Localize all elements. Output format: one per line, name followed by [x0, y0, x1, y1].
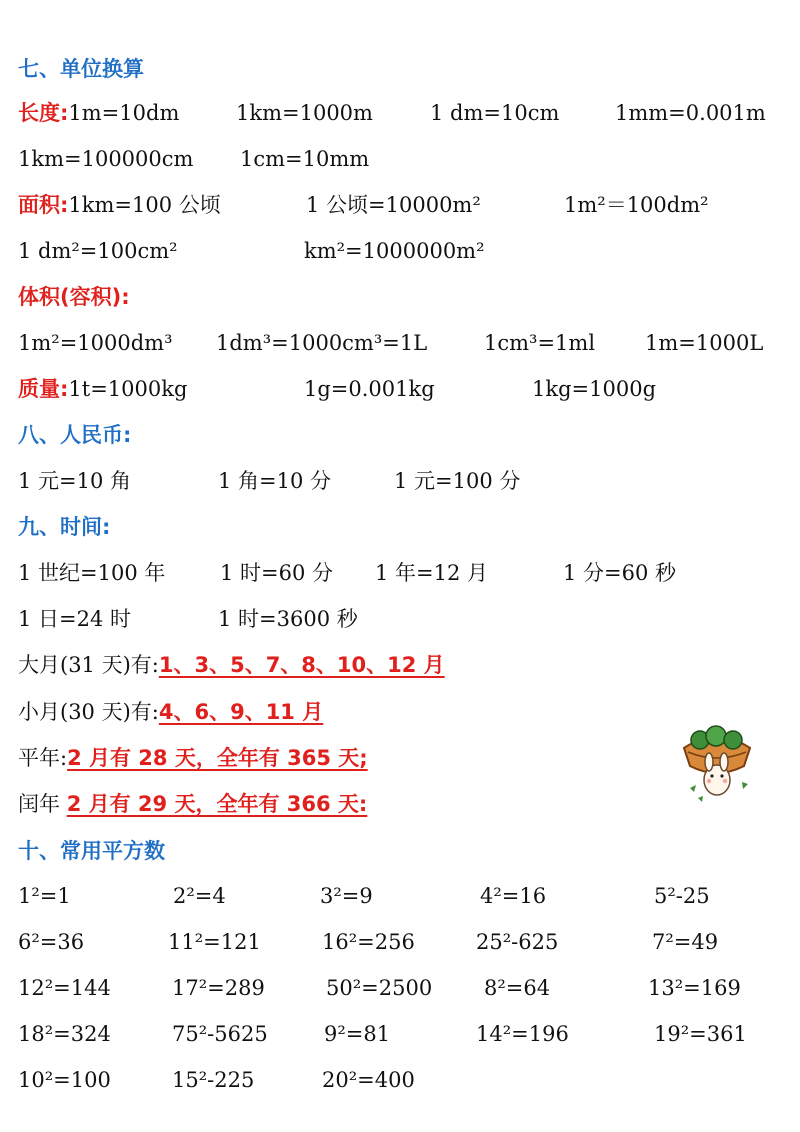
length-label: 长度: [18, 101, 69, 125]
mass-row [18, 374, 187, 404]
square-item: 5²-25 [654, 884, 710, 908]
area-item: 1m²＝100dm² [564, 193, 709, 217]
common-year-value: 2 月有 28 天，全年有 365 天; [67, 746, 368, 770]
square-item: 15²-225 [172, 1068, 255, 1092]
section-title-currency: 八、人民币: [18, 423, 132, 447]
area-row-1 [18, 190, 221, 220]
square-item: 75²-5625 [172, 1022, 268, 1046]
mass-item: 1t=1000kg [68, 377, 188, 401]
square-item: 7²=49 [652, 930, 719, 954]
mass-item: 1g=0.001kg [304, 377, 435, 401]
length-item: 1km=100000cm [18, 147, 194, 171]
small-month-value: 4、6、9、11 月 [158, 700, 324, 724]
area-item: 1km=100 公顷 [68, 193, 221, 217]
small-month-row [18, 697, 323, 727]
currency-item: 1 元=10 角 [18, 469, 132, 493]
area-item: km²=1000000m² [304, 239, 485, 263]
volume-item: 1cm³=1ml [484, 331, 596, 355]
square-item: 6²=36 [18, 930, 85, 954]
length-item: 1m=10dm [68, 101, 180, 125]
square-item: 10²=100 [18, 1068, 111, 1092]
volume-item: 1m=1000L [645, 331, 764, 355]
length-item: 1mm=0.001m [615, 101, 766, 125]
square-item: 4²=16 [480, 884, 547, 908]
square-item: 25²-625 [476, 930, 559, 954]
square-item: 8²=64 [484, 976, 551, 1000]
squares-row [0, 881, 800, 911]
time-item: 1 时=3600 秒 [218, 607, 358, 631]
square-item: 17²=289 [172, 976, 265, 1000]
mass-label: 质量: [18, 377, 69, 401]
big-month-value: 1、3、5、7、8、10、12 月 [158, 653, 445, 677]
mass-item: 1kg=1000g [532, 377, 657, 401]
square-item: 14²=196 [476, 1022, 569, 1046]
leap-year-label: 闰年 [18, 792, 60, 816]
currency-item: 1 角=10 分 [218, 469, 332, 493]
time-item: 1 时=60 分 [220, 561, 334, 585]
area-item: 1 dm²=100cm² [18, 239, 178, 263]
square-item: 3²=9 [320, 884, 373, 908]
time-item: 1 世纪=100 年 [18, 561, 166, 585]
squares-row [0, 1019, 800, 1049]
square-item: 9²=81 [324, 1022, 391, 1046]
common-year-row [18, 743, 368, 773]
area-item: 1 公顷=10000m² [306, 193, 481, 217]
small-month-label: 小月(30 天)有: [18, 700, 159, 724]
leap-year-row [18, 789, 367, 819]
square-item: 13²=169 [648, 976, 741, 1000]
leap-year-value: 2 月有 29 天，全年有 366 天: [66, 792, 368, 816]
squares-row [0, 1065, 800, 1095]
bunny-basket-icon [678, 718, 756, 804]
currency-item: 1 元=100 分 [394, 469, 521, 493]
length-item: 1km=1000m [236, 101, 373, 125]
time-item: 1 日=24 时 [18, 607, 132, 631]
big-month-label: 大月(31 天)有: [18, 653, 159, 677]
big-month-row [18, 650, 445, 680]
square-item: 50²=2500 [326, 976, 433, 1000]
common-year-label: 平年: [18, 746, 68, 770]
section-title-time: 九、时间: [18, 515, 111, 539]
square-item: 12²=144 [18, 976, 111, 1000]
section-title-squares: 十、常用平方数 [18, 839, 165, 863]
squares-row [0, 927, 800, 957]
square-item: 19²=361 [654, 1022, 747, 1046]
square-item: 18²=324 [18, 1022, 111, 1046]
square-item: 16²=256 [322, 930, 415, 954]
length-row-1 [18, 98, 179, 128]
squares-row [0, 973, 800, 1003]
volume-item: 1m²=1000dm³ [18, 331, 173, 355]
square-item: 1²=1 [18, 884, 71, 908]
volume-item: 1dm³=1000cm³=1L [216, 331, 428, 355]
area-label: 面积: [18, 193, 69, 217]
length-item: 1 dm=10cm [430, 101, 560, 125]
length-item: 1cm=10mm [240, 147, 370, 171]
section-title-unit-conversion: 七、单位换算 [18, 57, 144, 81]
square-item: 11²=121 [168, 930, 261, 954]
square-item: 20²=400 [322, 1068, 415, 1092]
time-item: 1 分=60 秒 [563, 561, 677, 585]
square-item: 2²=4 [173, 884, 226, 908]
time-item: 1 年=12 月 [375, 561, 489, 585]
volume-label: 体积(容积): [18, 285, 130, 309]
